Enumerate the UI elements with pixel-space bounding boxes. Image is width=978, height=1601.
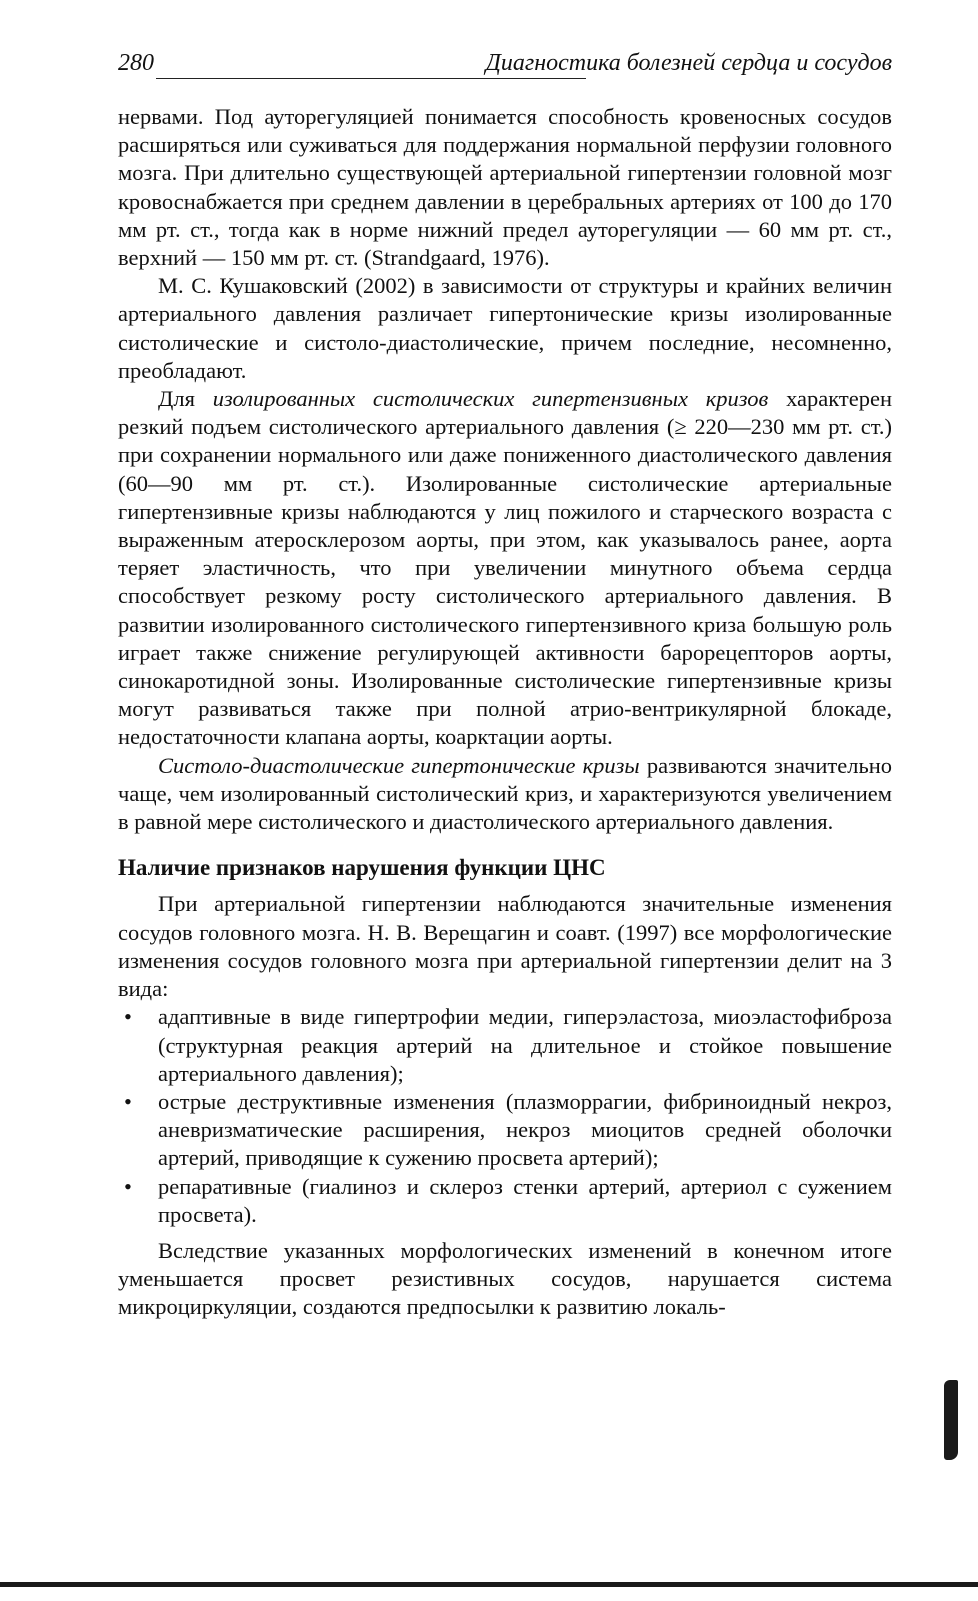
paragraph-isolated-systolic — [118, 385, 892, 752]
paragraph-consequences: Вследствие указанных морфологических изменений в конечном итоге уменьшается просвет резистивных сосудов, нарушается система микроциркуляции, создаются предпосылки к развитию локаль- — [118, 1237, 892, 1320]
bullet-marker: • — [124, 1004, 132, 1030]
section-heading: Наличие признаков нарушения функции ЦНС — [118, 855, 606, 881]
paragraph-cns-changes: При артериальной гипертензии наблюдаются значительные изменения сосудов головного мозга. Н. В. Верещагин и соавт. (1997) все морфологические изменения сосудов головного мозга при артериальной гипертензии делит на 3 вида: — [118, 891, 892, 1002]
list-item — [118, 1173, 892, 1229]
list-item-text: репаративные (гиалиноз и склероз стенки артерий, артериол с сужением просвета). — [158, 1173, 892, 1227]
paragraph-kushakovsky: М. С. Кушаковский (2002) в зависимости от структуры и крайних величин артериального давления различает гипертонические кризы изолированные систолические и систоло-диастолические, причем последние, несомненно, преобладают. — [118, 273, 892, 383]
list-item — [118, 1088, 892, 1173]
term-systolo-diastolic-crises: Систоло-диастолические гипертонические кризы — [158, 752, 640, 778]
paragraph-rest: развиваются значительно чаще, чем изолированный систолический криз, и характеризуются увеличением в равной мере систолического и диастолического артериального давления. — [118, 752, 892, 835]
paragraph-systolo-diastolic — [118, 752, 892, 837]
paragraph-autoregulation: нервами. Под ауторегуляцией понимается способность кровеносных сосудов расширяться или суживаться для поддержания нормальной перфузии головного мозга. При длительно существующей артериальной гипертензии головной мозг кровоснабжается при среднем давлении в церебральных артериях от 100 до 170 мм рт. ст., тогда как в норме нижний предел ауторегуляции — 60 мм рт. ст., верхний — 150 мм рт. ст. (Strandgaard, 1976). — [118, 104, 892, 271]
running-title: Диагностика болезней сердца и сосудов — [485, 50, 892, 76]
spacer — [118, 1229, 892, 1237]
running-header — [118, 50, 892, 84]
header-rule — [156, 78, 586, 79]
bullet-marker: • — [124, 1173, 132, 1199]
list-item-text: адаптивные в виде гипертрофии медии, гиперэластоза, миоэластофиброза (структурная реакция артерий на длительное и стойкое повышение артериального давления); — [158, 1004, 892, 1086]
bullet-marker: • — [124, 1088, 132, 1114]
list-item — [118, 1003, 892, 1088]
list-item-text: острые деструктивные изменения (плазморрагии, фибриноидный некроз, аневризматические расширения, некроз миоцитов средней оболочки артерий, приводящие к сужению просвета артерий); — [158, 1088, 892, 1171]
paragraph-rest: характерен резкий подъем систолического артериального давления (≥ 220—230 мм рт. ст.) при сохранении нормального или даже пониженного диастолического давления (60—90 мм рт. ст.). Изолированные систолические артериальные гипертензивные кризы наблюдаются у лиц пожилого и старческого возраста с выраженным атеросклерозом аорты, при этом, как указывалось ранее, аорта теряет эластичность, что при увеличении минутного объема сердца способствует резкому росту систолического артериального давления. В развитии изолированного систолического гипертензивного криза большую роль играет также снижение регулирующей активности барорецепторов аорты, синокаротидной зоны. Изолированные систолические гипертензивные кризы могут развиваться также при полной атрио-вентрикулярной блокаде, недостаточности клапана аорты, коарктации аорты. — [118, 386, 892, 750]
body-text — [118, 103, 892, 1322]
scan-edge-mark — [944, 1380, 958, 1460]
morphology-list — [118, 1003, 892, 1229]
page-number: 280 — [118, 50, 154, 76]
scan-bottom-edge — [0, 1582, 978, 1587]
term-isolated-systolic-crises: изолированных систолических гипертензивных кризов — [212, 386, 769, 412]
paragraph-lead: Для — [158, 386, 213, 412]
